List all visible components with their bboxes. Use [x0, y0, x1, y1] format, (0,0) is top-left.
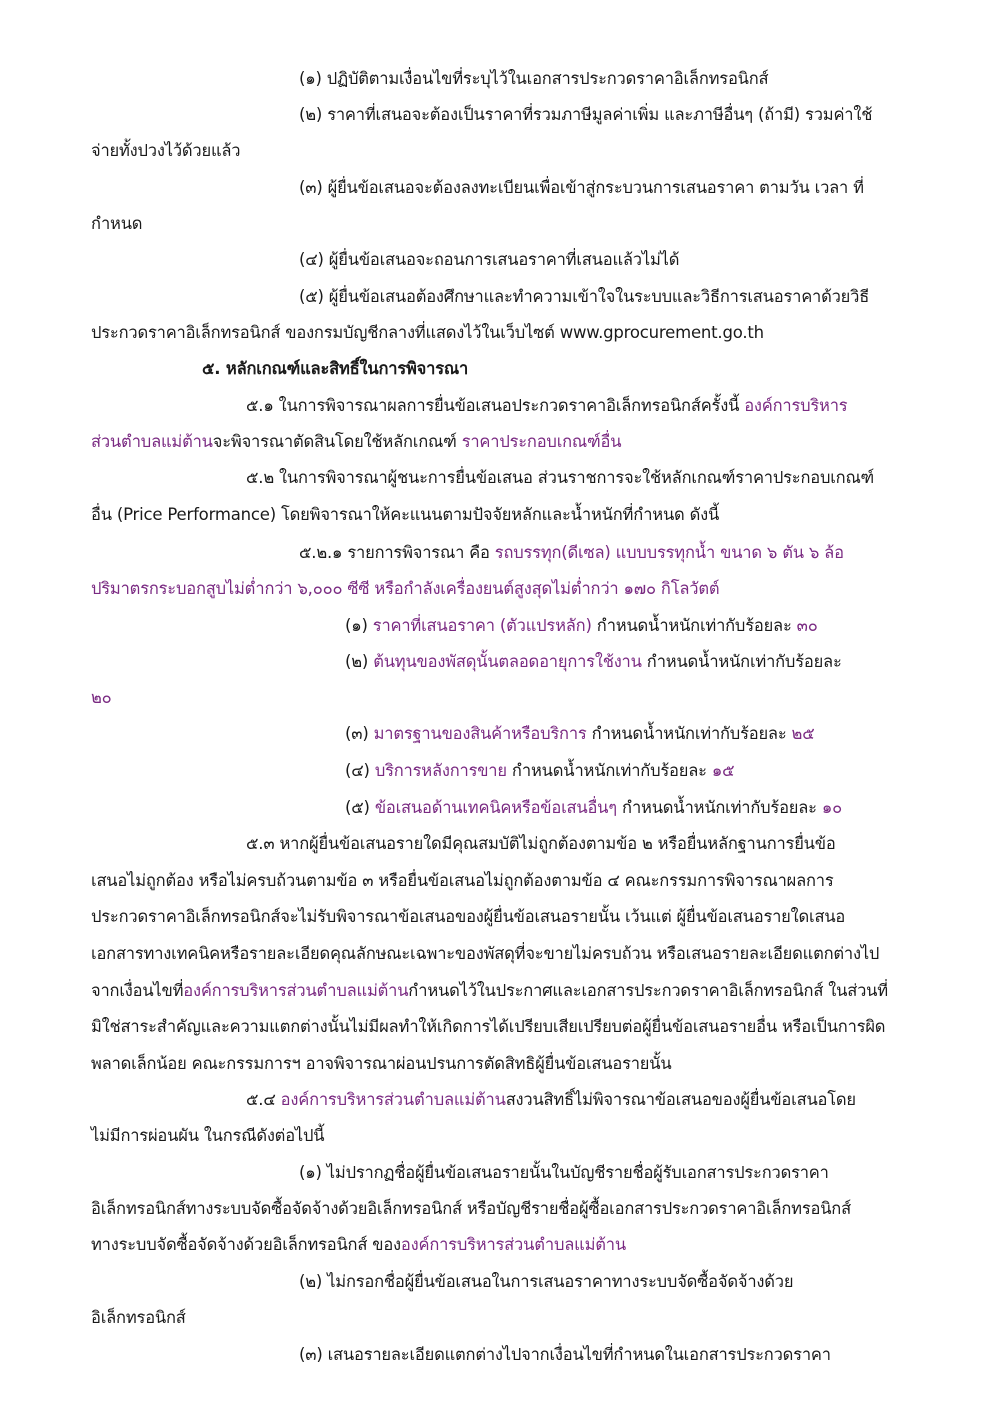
text-line: [91, 1197, 851, 1221]
text-line: [91, 979, 888, 1003]
text-line: [91, 869, 834, 893]
text-segment: จะพิจารณาตัดสินโดยใช้หลักเกณฑ์: [212, 432, 462, 451]
text-line: [91, 577, 719, 601]
text-segment: ๕.๒ ในการพิจารณาผู้ชนะการยื่นข้อเสนอ ส่วนราชการจะใช้หลักเกณฑ์ราคาประกอบเกณฑ์: [246, 468, 875, 487]
text-line: [299, 1161, 829, 1185]
text-segment: อิเล็กทรอนิกส์: [91, 1308, 186, 1327]
text-segment: (๔) ผู้ยื่นข้อเสนอจะถอนการเสนอราคาที่เสนอแล้วไม่ได้: [299, 250, 680, 269]
text-line: [299, 1270, 793, 1294]
highlighted-text: องค์การบริหารส่วนตำบลแม่ต้าน: [183, 981, 409, 1000]
text-segment: ไม่มีการผ่อนผัน ในกรณีดังต่อไปนี้: [91, 1126, 325, 1145]
text-line: [299, 1343, 831, 1367]
text-segment: (๓) ผู้ยื่นข้อเสนอจะต้องลงทะเบียนเพื่อเข้าสู่กระบวนการเสนอราคา ตามวัน เวลา ที่: [299, 178, 864, 197]
text-line: [345, 650, 842, 674]
text-line: [91, 1233, 626, 1257]
text-line: [345, 614, 818, 638]
text-segment: จ่ายทั้งปวงไว้ด้วยแล้ว: [91, 141, 241, 160]
text-line: [299, 285, 869, 309]
text-segment: (๕): [345, 798, 375, 817]
highlighted-text: องค์การบริหารส่วนตำบลแม่ต้าน: [280, 1090, 506, 1109]
highlighted-text: ๑๐: [821, 798, 843, 817]
text-segment: ๕.๔: [246, 1090, 281, 1109]
highlighted-text: ๒๐: [91, 688, 112, 707]
text-segment: กำหนด: [91, 214, 143, 233]
text-segment: (๒) ไม่กรอกชื่อผู้ยื่นข้อเสนอในการเสนอราคาทางระบบจัดซื้อจัดจ้างด้วย: [299, 1272, 794, 1291]
highlighted-text: องค์การบริหาร: [744, 396, 848, 415]
text-segment: เสนอไม่ถูกต้อง หรือไม่ครบถ้วนตามข้อ ๓ หรือยื่นข้อเสนอไม่ถูกต้องตามข้อ ๔ คณะกรรมการพิจารณาผลการ: [91, 871, 834, 890]
highlighted-text: ๑๕: [711, 761, 735, 780]
text-line: [299, 176, 864, 200]
text-segment: (๓): [345, 724, 374, 743]
highlighted-text: มาตรฐานของสินค้าหรือบริการ: [373, 724, 587, 743]
text-segment: เอกสารทางเทคนิคหรือรายละเอียดคุณลักษณะเฉพาะของพัสดุที่จะขายไม่ครบถ้วน หรือเสนอรายละเอียดแตกต่างไป: [91, 944, 880, 963]
text-segment: มิใช่สาระสำคัญและความแตกต่างนั้นไม่มีผลทำให้เกิดการได้เปรียบเสียเปรียบต่อผู้ยื่นข้อเสนอรายอื่น หรือเป็นการผิด: [91, 1017, 886, 1036]
text-segment: (๔): [345, 761, 375, 780]
text-line: [299, 248, 679, 272]
text-segment: (๕) ผู้ยื่นข้อเสนอต้องศึกษาและทำความเข้าใจในระบบและวิธีการเสนอราคาด้วยวิธี: [299, 287, 870, 306]
text-line: [91, 1015, 885, 1039]
highlighted-text: ราคาที่เสนอราคา (ตัวแปรหลัก): [372, 616, 592, 635]
text-segment: ๕.๓ หากผู้ยื่นข้อเสนอรายใดมีคุณสมบัติไม่ถูกต้องตามข้อ ๒ หรือยื่นหลักฐานการยื่นข้อ: [246, 834, 836, 853]
highlighted-text: ปริมาตรกระบอกสูบไม่ต่ำกว่า ๖,๐๐๐ ซีซี หรือกำลังเครื่องยนต์สูงสุดไม่ต่ำกว่า ๑๗๐ กิโลวัตต์: [91, 579, 720, 598]
text-segment: จากเงื่อนไขที่: [91, 981, 184, 1000]
highlighted-text: ข้อเสนอด้านเทคนิคหรือข้อเสนอื่นๆ: [374, 798, 617, 817]
text-segment: กำหนดไว้ในประกาศและเอกสารประกวดราคาอิเล็กทรอนิกส์ ในส่วนที่: [408, 981, 888, 1000]
text-segment: (๒): [345, 652, 374, 671]
text-segment: (๑) ปฏิบัติตามเงื่อนไขที่ระบุไว้ในเอกสารประกวดราคาอิเล็กทรอนิกส์: [299, 69, 769, 88]
text-segment: อิเล็กทรอนิกส์ทางระบบจัดซื้อจัดจ้างด้วยอิเล็กทรอนิกส์ หรือบัญชีรายชื่อผู้ซื้อเอกสารประกวดราคาอิเล็กทรอนิกส์: [91, 1199, 851, 1218]
text-line: [91, 139, 240, 163]
text-segment: ประกวดราคาอิเล็กทรอนิกส์ ของกรมบัญชีกลางที่แสดงไว้ในเว็บไซต์ www.gprocurement.go.th: [91, 323, 764, 342]
text-line: [299, 67, 768, 91]
text-segment: กำหนดน้ำหนักเท่ากับร้อยละ: [506, 761, 712, 780]
text-segment: กำหนดน้ำหนักเท่ากับร้อยละ: [641, 652, 842, 671]
text-segment: (๒) ราคาที่เสนอจะต้องเป็นราคาที่รวมภาษีมูลค่าเพิ่ม และภาษีอื่นๆ (ถ้ามี) รวมค่าใช้: [299, 105, 873, 124]
text-segment: กำหนดน้ำหนักเท่ากับร้อยละ: [586, 724, 792, 743]
text-line: [91, 503, 719, 527]
text-line: [91, 321, 764, 345]
text-line: [91, 686, 112, 710]
text-segment: ๕. หลักเกณฑ์และสิทธิ์ในการพิจารณา: [202, 359, 469, 378]
highlighted-text: รถบรรทุก(ดีเซล) แบบบรรทุกน้ำ ขนาด ๖ ตัน ๖ ล้อ: [494, 543, 844, 562]
text-segment: (๓) เสนอรายละเอียดแตกต่างไปจากเงื่อนไขที่กำหนดในเอกสารประกวดราคา: [299, 1345, 831, 1364]
text-line: [91, 1052, 671, 1076]
text-line: [91, 1306, 186, 1330]
text-segment: ทางระบบจัดซื้อจัดจ้างด้วยอิเล็กทรอนิกส์ ของ: [91, 1235, 401, 1254]
text-segment: กำหนดน้ำหนักเท่ากับร้อยละ: [591, 616, 797, 635]
text-line: [91, 212, 142, 236]
text-line: [345, 759, 734, 783]
text-line: [345, 722, 815, 746]
text-segment: (๑) ไม่ปรากฏชื่อผู้ยื่นข้อเสนอรายนั้นในบัญชีรายชื่อผู้รับเอกสารประกวดราคา: [299, 1163, 829, 1182]
text-line: [246, 832, 836, 856]
text-line: [202, 357, 468, 381]
highlighted-text: ราคาประกอบเกณฑ์อื่น: [461, 432, 622, 451]
highlighted-text: ต้นทุนของพัสดุนั้นตลอดอายุการใช้งาน: [373, 652, 642, 671]
text-line: [299, 541, 844, 565]
highlighted-text: ส่วนตำบลแม่ต้าน: [91, 432, 213, 451]
text-segment: กำหนดน้ำหนักเท่ากับร้อยละ: [616, 798, 822, 817]
text-line: [299, 103, 872, 127]
text-segment: อื่น (Price Performance) โดยพิจารณาให้คะแนนตามปัจจัยหลักและน้ำหนักที่กำหนด ดังนี้: [91, 505, 720, 524]
text-line: [91, 430, 621, 454]
text-line: [91, 905, 845, 929]
text-segment: ๕.๑ ในการพิจารณาผลการยื่นข้อเสนอประกวดราคาอิเล็กทรอนิกส์ครั้งนี้: [246, 396, 745, 415]
highlighted-text: ๓๐: [796, 616, 818, 635]
text-line: [91, 942, 879, 966]
text-line: [246, 394, 847, 418]
highlighted-text: องค์การบริหารส่วนตำบลแม่ต้าน: [400, 1235, 626, 1254]
highlighted-text: ๒๕: [791, 724, 815, 743]
text-segment: ประกวดราคาอิเล็กทรอนิกส์จะไม่รับพิจารณาข้อเสนอของผู้ยื่นข้อเสนอรายนั้น เว้นแต่ ผู้ยื่นข้อเสนอรายใดเสนอ: [91, 907, 846, 926]
text-segment: ๕.๒.๑ รายการพิจารณา คือ: [299, 543, 495, 562]
text-segment: (๑): [345, 616, 373, 635]
text-line: [246, 466, 874, 490]
text-segment: พลาดเล็กน้อย คณะกรรมการฯ อาจพิจารณาผ่อนปรนการตัดสิทธิผู้ยื่นข้อเสนอรายนั้น: [91, 1054, 672, 1073]
text-line: [91, 1124, 324, 1148]
text-segment: สงวนสิทธิ์ไม่พิจารณาข้อเสนอของผู้ยื่นข้อเสนอโดย: [505, 1090, 856, 1109]
highlighted-text: บริการหลังการขาย: [374, 761, 507, 780]
text-line: [246, 1088, 856, 1112]
text-line: [345, 796, 842, 820]
